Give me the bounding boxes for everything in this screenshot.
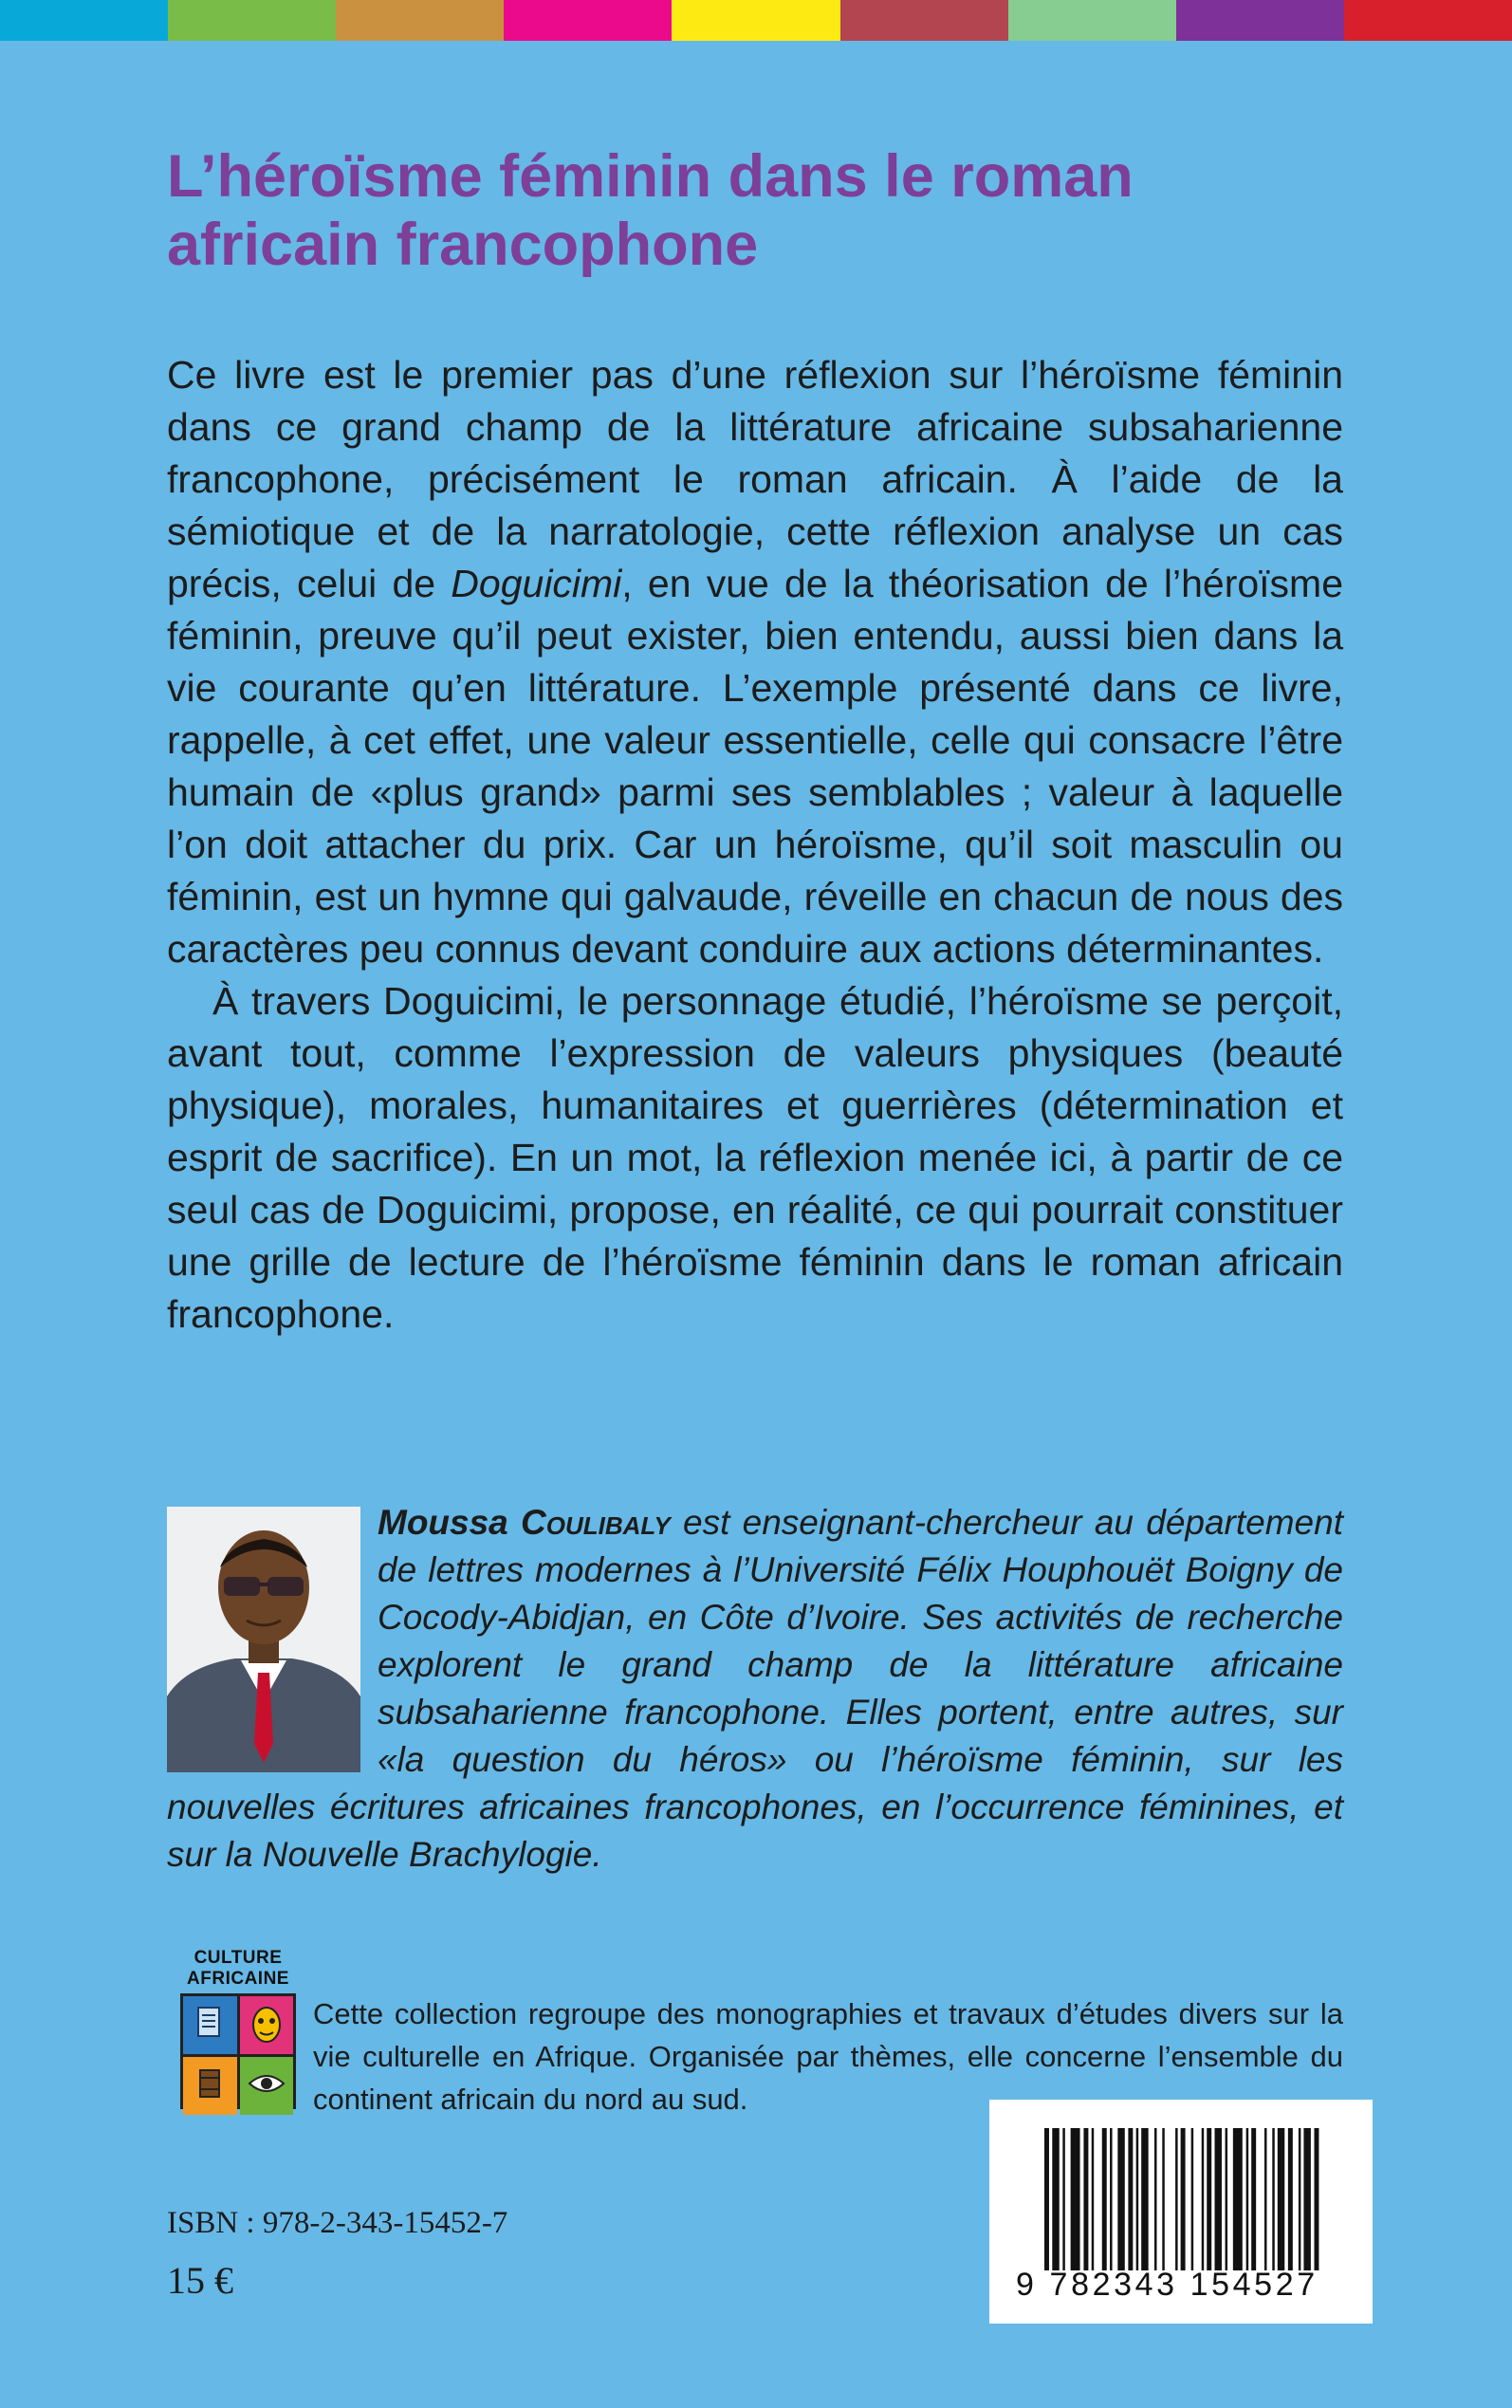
author-bio-text: est enseignant-chercheur au département de lettres modernes à l’Université Félix Houphouët Boigny de Cocody-Abidjan, en Côte d’Ivoire. Ses activités de recherche explorent le grand champ de la littérature africaine subsaharienne francophone. Elles portent, entre autres, sur «la question du héros» ou l’héroïsme féminin, sur les nouvelles écritures africaines francophones, en l’occurrence féminines, et sur la Nouvelle Brachylogie. (167, 1503, 1343, 1874)
book-summary (167, 349, 1343, 1341)
drum-icon (183, 2057, 237, 2115)
color-stripe (168, 0, 336, 41)
barcode-bar (1175, 2128, 1177, 2270)
book-title (167, 142, 1353, 279)
price: 15 € (167, 2259, 233, 2302)
barcode-digits: 9 782343 154527 (1016, 2267, 1318, 2303)
book-title-line-1: L’héroïsme féminin dans le roman (167, 143, 1134, 210)
barcode-bar (1071, 2128, 1080, 2270)
barcode-bar (1083, 2128, 1088, 2270)
barcode-bar (1233, 2128, 1243, 2270)
barcode-bar (1246, 2128, 1248, 2270)
barcode-bar (1251, 2128, 1256, 2270)
collection-logo (180, 1948, 296, 2109)
barcode-bar (1044, 2128, 1049, 2270)
eye-icon (240, 2057, 294, 2115)
summary-text: , en vue de la théorisation de l’héroïsme féminin, preuve qu’il peut exister, bien entendu, aussi bien dans la vie courante qu’en littérature. L’exemple présenté dans ce livre, rappelle, à cet effet, une valeur essentielle, celle qui consacre l’être humain de «plus grand» parmi ses semblables ; valeur à laquelle l’on doit attacher du prix. Car un héroïsme, qu’il soit masculin ou féminin, est un hymne qui galvaude, réveille en chacun de nous des caractères peu connus devant conduire aux actions déterminantes. (167, 562, 1344, 971)
author-last-name: Coulibaly (521, 1503, 671, 1542)
summary-paragraph-2: À travers Doguicimi, le personnage étudié, l’héroïsme se perçoit, avant tout, comme l’expression de valeurs physiques (beauté physique), morales, humanitaires et guerrières (détermination et esprit de sacrifice). En un mot, la réflexion menée ici, à partir de ce seul cas de Doguicimi, propose, en réalité, ce qui pourrait constituer une grille de lecture de l’héroïsme féminin dans le roman africain francophone. (167, 979, 1343, 1336)
barcode-bar (1288, 2128, 1293, 2270)
author-first-name: Moussa (378, 1503, 508, 1542)
barcode-bar (1136, 2128, 1138, 2270)
color-stripe-bar (0, 0, 1512, 41)
color-stripe (1344, 0, 1512, 41)
barcode-bar (1278, 2128, 1284, 2270)
barcode-bar (1299, 2128, 1300, 2270)
logo-line-1: CULTURE (194, 1948, 283, 1968)
logo-grid (180, 1993, 296, 2109)
barcode-bars (1044, 2128, 1319, 2270)
mask-icon (240, 1996, 294, 2054)
barcode-bar (1207, 2128, 1211, 2270)
barcode-bar (1226, 2128, 1227, 2270)
barcode (989, 2100, 1373, 2324)
barcode-bar (1117, 2128, 1124, 2270)
barcode-bar (1102, 2128, 1107, 2270)
isbn: ISBN : 978-2-343-15452-7 (167, 2206, 508, 2240)
color-stripe (0, 0, 168, 41)
barcode-bar (1110, 2128, 1112, 2270)
barcode-bar (1314, 2128, 1318, 2270)
color-stripe (1008, 0, 1176, 41)
book-title-line-2: africain francophone (167, 212, 759, 278)
summary-paragraph-1 (167, 349, 1343, 975)
barcode-bar (1141, 2128, 1148, 2270)
barcode-bar (1191, 2128, 1193, 2270)
color-stripe (672, 0, 839, 41)
barcode-bar (1272, 2128, 1274, 2270)
barcode-bar (1052, 2128, 1059, 2270)
summary-text: Ce livre est le premier pas d’une réflexion sur l’héroïsme féminin dans ce grand champ de la littérature africaine subsaharienne francophone, précisément le roman africain. À l’aide de la sémiotique et de la narratologie, cette réflexion analyse un cas précis, celui de (167, 353, 1343, 605)
barcode-bar (1215, 2128, 1222, 2270)
barcode-bar (1181, 2128, 1186, 2270)
summary-italic-title: Doguicimi (451, 562, 622, 605)
logo-line-2: AFRICAINE (187, 1969, 289, 1989)
author-name (378, 1503, 671, 1542)
barcode-bar (1128, 2128, 1133, 2270)
color-stripe (840, 0, 1008, 41)
barcode-bar (1202, 2128, 1204, 2270)
barcode-bar (1162, 2128, 1164, 2270)
barcode-bar (1062, 2128, 1064, 2270)
barcode-bar (1154, 2128, 1156, 2270)
barcode-bar (1303, 2128, 1310, 2270)
color-stripe (504, 0, 672, 41)
photo-spacer (167, 1499, 378, 1774)
collection-description: Cette collection regroupe des monographies et travaux d’études divers sur la vie culturelle en Afrique. Organisée par thèmes, elle concerne l’ensemble du continent africain du nord au sud. (313, 1997, 1343, 2116)
color-stripe (1176, 0, 1344, 41)
author-bio (167, 1499, 1343, 1879)
document-icon (183, 1996, 237, 2054)
color-stripe (336, 0, 504, 41)
barcode-bar (1092, 2128, 1094, 2270)
barcode-bar (1264, 2128, 1266, 2270)
